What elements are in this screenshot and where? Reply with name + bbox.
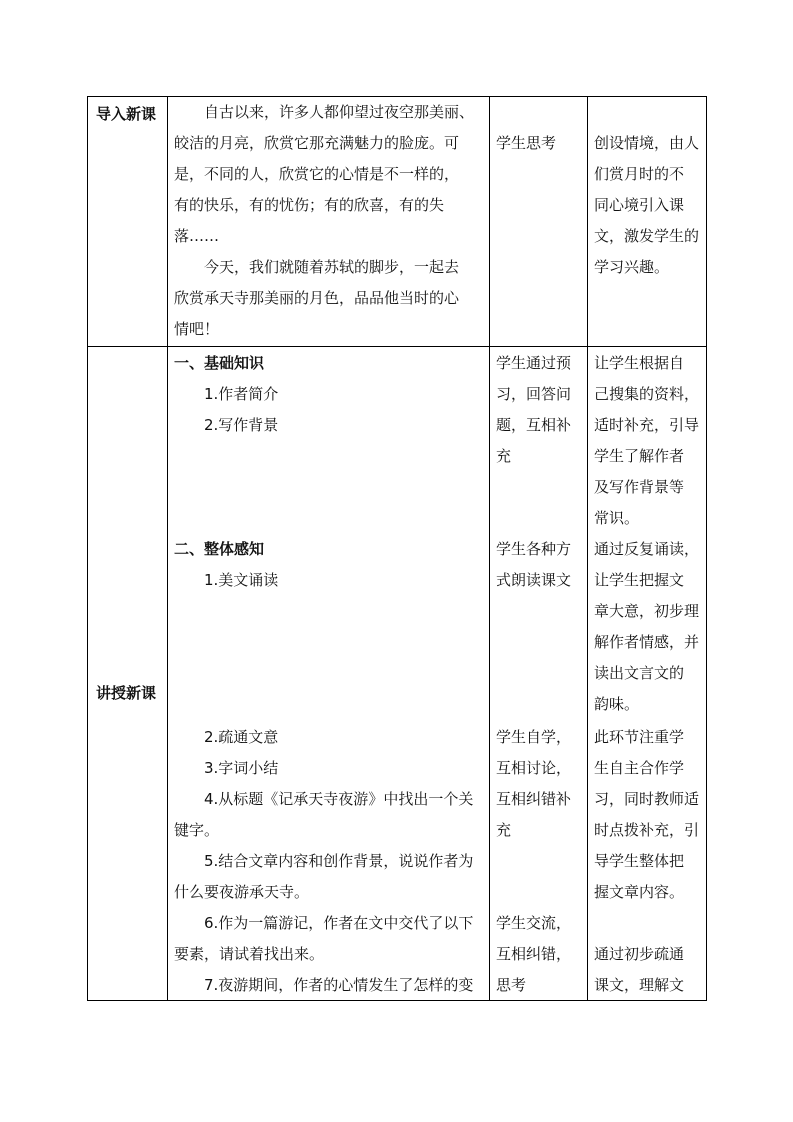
content-line: 欣赏承天寺那美丽的月色，品品他当时的心 xyxy=(174,289,460,307)
purpose-line: 读出文言文的 xyxy=(594,664,685,682)
purpose-line: 让学生根据自 xyxy=(594,354,685,372)
purpose-line: 生自主合作学 xyxy=(594,759,685,777)
section-title-overall-perception: 二、整体感知 xyxy=(174,540,265,558)
section-title-basic-knowledge: 一、基础知识 xyxy=(174,354,265,372)
content-line: 自古以来，许多人都仰望过夜空那美丽、 xyxy=(204,103,475,121)
purpose-line: 创设情境，由人 xyxy=(594,134,700,152)
column-divider xyxy=(587,97,588,1000)
content-line: 6.作为一篇游记，作者在文中交代了以下 xyxy=(204,914,474,932)
content-line: 2.疏通文意 xyxy=(204,728,279,746)
purpose-line: 学习兴趣。 xyxy=(594,258,670,276)
purpose-line: 通过初步疏通 xyxy=(594,945,685,963)
student-line: 互相纠错， xyxy=(496,945,572,963)
column-divider xyxy=(489,97,490,1000)
content-line: 3.字词小结 xyxy=(204,759,279,777)
purpose-line: 章大意，初步理 xyxy=(594,602,700,620)
student-line: 思考 xyxy=(496,976,527,994)
student-line: 学生自学， xyxy=(496,728,572,746)
lesson-plan-table xyxy=(87,96,707,1001)
content-line: 1.作者简介 xyxy=(204,385,279,403)
content-line: 5.结合文章内容和创作背景，说说作者为 xyxy=(204,852,474,870)
row-divider xyxy=(88,346,706,347)
purpose-line: 此环节注重学 xyxy=(594,728,685,746)
purpose-line: 适时补充，引导 xyxy=(594,416,700,434)
content-line: 落…… xyxy=(174,227,220,245)
student-line: 充 xyxy=(496,821,512,839)
student-line: 题，互相补 xyxy=(496,416,572,434)
purpose-line: 时点拨补充，引 xyxy=(594,821,700,839)
content-line: 今天，我们就随着苏轼的脚步，一起去 xyxy=(204,258,460,276)
purpose-line: 通过反复诵读， xyxy=(594,540,700,558)
student-line: 充 xyxy=(496,447,512,465)
purpose-line: 导学生整体把 xyxy=(594,852,685,870)
purpose-line: 常识。 xyxy=(594,509,640,527)
row-label-intro: 导入新课 xyxy=(96,105,157,123)
purpose-line: 课文，理解文 xyxy=(594,976,685,994)
content-line: 7.夜游期间，作者的心情发生了怎样的变 xyxy=(204,976,474,994)
purpose-line: 解作者情感，并 xyxy=(594,633,700,651)
content-line: 1.美文诵读 xyxy=(204,571,279,589)
purpose-line: 习，同时教师适 xyxy=(594,790,700,808)
purpose-line: 们赏月时的不 xyxy=(594,165,685,183)
purpose-line: 同心境引入课 xyxy=(594,196,685,214)
content-line: 皎洁的月亮，欣赏它那充满魅力的脸庞。可 xyxy=(174,134,460,152)
purpose-line: 文，激发学生的 xyxy=(594,227,700,245)
student-line: 互相讨论， xyxy=(496,759,572,777)
student-line: 学生各种方 xyxy=(496,540,572,558)
content-line: 要素，请试着找出来。 xyxy=(174,945,325,963)
student-line: 学生通过预 xyxy=(496,354,572,372)
purpose-line: 韵味。 xyxy=(594,695,640,713)
content-line: 有的快乐，有的忧伤；有的欣喜，有的失 xyxy=(174,196,445,214)
row-label-lecture: 讲授新课 xyxy=(96,684,157,702)
student-line: 习，回答问 xyxy=(496,385,572,403)
content-line: 4.从标题《记承天寺夜游》中找出一个关 xyxy=(204,790,474,808)
purpose-line: 握文章内容。 xyxy=(594,883,685,901)
purpose-line: 己搜集的资料， xyxy=(594,385,700,403)
purpose-line: 让学生把握文 xyxy=(594,571,685,589)
content-line: 是，不同的人，欣赏它的心情是不一样的， xyxy=(174,165,460,183)
student-line: 式朗读课文 xyxy=(496,571,572,589)
student-line: 互相纠错补 xyxy=(496,790,572,808)
content-line: 什么要夜游承天寺。 xyxy=(174,883,310,901)
column-divider xyxy=(167,97,168,1000)
purpose-line: 及写作背景等 xyxy=(594,478,685,496)
content-line: 情吧！ xyxy=(174,320,220,338)
purpose-line: 学生了解作者 xyxy=(594,447,685,465)
student-line: 学生交流， xyxy=(496,914,572,932)
content-line: 2.写作背景 xyxy=(204,416,279,434)
intro-student-activity: 学生思考 xyxy=(496,134,557,152)
content-line: 键字。 xyxy=(174,821,220,839)
